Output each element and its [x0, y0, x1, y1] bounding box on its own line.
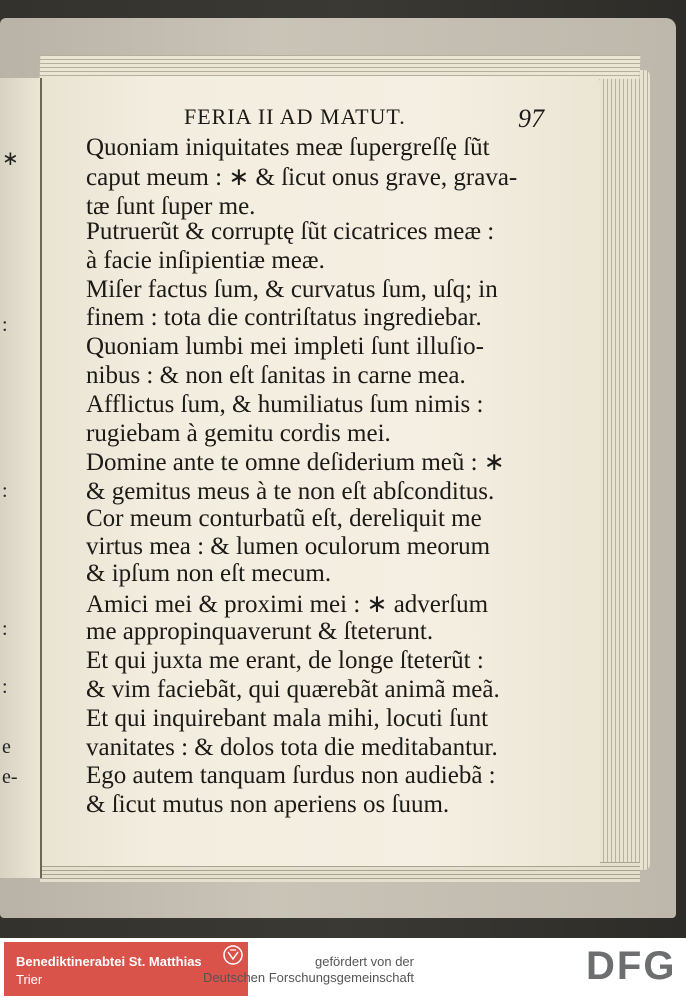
- text-line: tæ ſunt ſuper me.: [86, 193, 256, 220]
- text-line: & vim faciebãt, qui quærebãt animã meã.: [86, 676, 500, 703]
- text-line: nibus : & non eſt ſanitas in carne mea.: [86, 362, 466, 389]
- institution-name[interactable]: Benediktinerabtei St. Matthias: [16, 954, 202, 969]
- text-line: & ſicut mutus non aperiens os ſuum.: [86, 791, 450, 818]
- text-line: caput meum : ∗ & ſicut onus grave, grava-: [86, 164, 518, 191]
- text-line: Et qui juxta me erant, de longe ſteterũt :: [86, 647, 484, 674]
- text-line: Amici mei & proximi mei : ∗ adverſum: [86, 591, 489, 618]
- text-line: Quoniam iniquitates meæ ſupergreſſę ſũt: [86, 134, 490, 161]
- text-line: Afflictus ſum, & humiliatus ſum nimis :: [86, 391, 484, 418]
- text-line: vanitates : & dolos tota die meditabantur.: [86, 734, 498, 761]
- text-line: Domine ante te omne deſiderium meũ : ∗: [86, 449, 505, 476]
- text-line: Ego autem tanquam ſurdus non audiebã :: [86, 762, 496, 789]
- text-line: & ipſum non eſt mecum.: [86, 560, 332, 587]
- text-line: Miſer factus ſum, & curvatus ſum, uſq; in: [86, 276, 498, 303]
- text-line: me appropinquaverunt & ſteterunt.: [86, 618, 434, 645]
- text-line: Quoniam lumbi mei impleti ſunt illuſio-: [86, 333, 484, 360]
- dfg-logo[interactable]: DFG: [586, 944, 677, 988]
- text-line: Et qui inquirebant mala mihi, locuti ſunt: [86, 705, 489, 732]
- funder-line-1: gefördert von der: [314, 954, 414, 969]
- left-page-mark: ∗: [2, 148, 19, 170]
- left-page-mark: e: [2, 736, 11, 758]
- left-page-mark: :: [2, 676, 8, 698]
- text-line: à facie inſipientiæ meæ.: [86, 247, 325, 274]
- institution-banner[interactable]: [4, 942, 248, 996]
- fore-edge: [592, 70, 650, 870]
- left-page-marks: [0, 78, 40, 878]
- left-page-mark: :: [2, 618, 8, 640]
- left-page-mark: :: [2, 480, 8, 502]
- text-line: rugiebam à gemitu cordis mei.: [86, 420, 391, 447]
- text-line: virtus mea : & lumen oculorum meorum: [86, 533, 491, 560]
- left-page-mark: e-: [2, 766, 18, 788]
- institution-emblem-icon: [222, 944, 244, 966]
- page-number: 97: [518, 104, 544, 133]
- text-line: Putruerũt & corruptę ſũt cicatrices meæ :: [86, 218, 495, 245]
- text-line: Cor meum conturbatũ eſt, dereliquit me: [86, 505, 482, 532]
- text-line: & gemitus meus à te non eſt abſconditus.: [86, 478, 495, 505]
- institution-place: Trier: [16, 972, 43, 987]
- text-line: finem : tota die contriſtatus ingrediebar.: [86, 304, 482, 331]
- left-page-mark: :: [2, 314, 8, 336]
- funder-line-2: Deutschen Forschungsgemeinschaft: [202, 970, 414, 985]
- running-head: FERIA II AD MATUT.: [184, 104, 406, 129]
